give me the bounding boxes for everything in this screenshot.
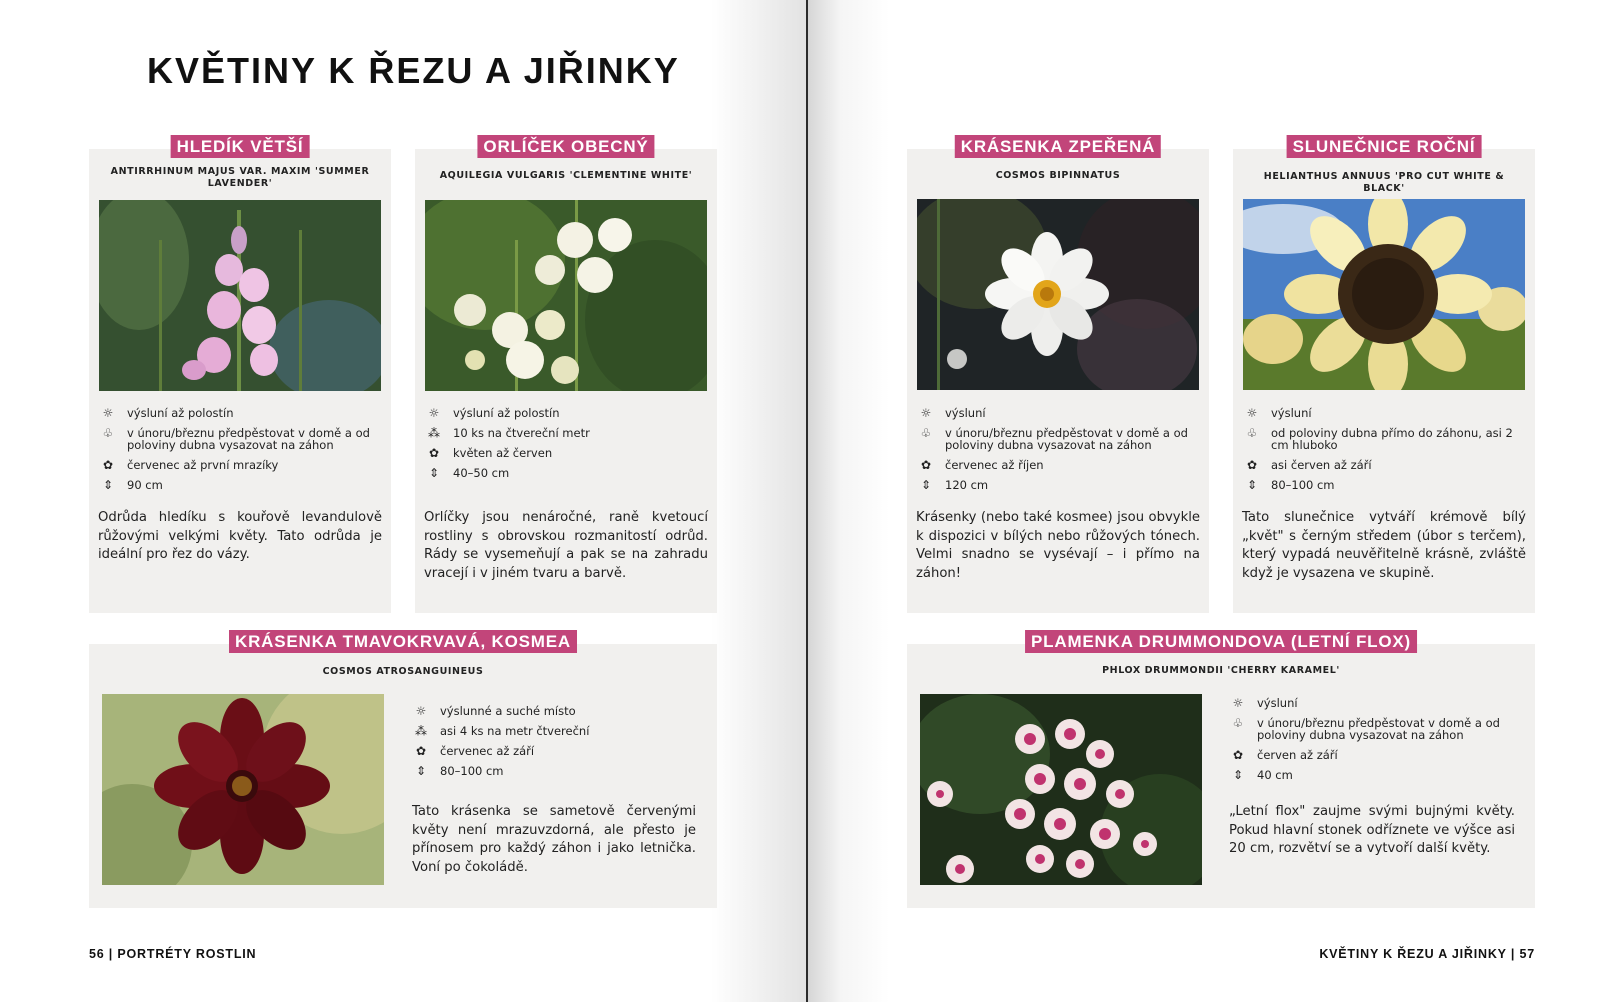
plant-description: Tato krásenka se sametově červenými květy není mrazuvzdorná, ale přesto je přínosem pro každý záhon i jako letnička. Voní po čokoládě.: [412, 804, 696, 875]
height-icon: ⇕: [102, 478, 114, 492]
left-page: [0, 0, 808, 1002]
plant-name-label: PLAMENKA DRUMMONDOVA (LETNÍ FLOX): [1025, 630, 1417, 653]
growing-info-list: [99, 407, 384, 499]
sowing-icon: ♧: [920, 426, 932, 440]
bloom-info: ✿ květen až červen: [428, 446, 553, 460]
plant-photo: [99, 200, 381, 391]
latin-name: AQUILEGIA VULGARIS 'CLEMENTINE WHITE': [439, 170, 693, 181]
spacing-info: ⁂ asi 4 ks na metr čtvereční: [415, 724, 590, 738]
plant-name-label: HLEDÍK VĚTŠÍ: [171, 135, 310, 158]
page-footer: [1319, 947, 1535, 961]
footer-separator: |: [1510, 947, 1516, 961]
plant-name-label: ORLÍČEK OBECNÝ: [477, 135, 654, 158]
plant-photo: [917, 199, 1199, 390]
plant-description: Odrůda hledíku s kouřově levandulově růžovými velkými květy. Tato odrůda je ideální pro řez do vázy.: [98, 510, 382, 563]
plant-card-orlicek: [415, 137, 717, 613]
growing-info-list: [1243, 407, 1528, 499]
sunlight-info: ☼ výsluní: [920, 406, 986, 420]
sowing-info: ♧ v únoru/březnu předpěstovat v domě a od poloviny dubna vysazovat na záhon: [102, 426, 370, 452]
sunlight-info: ☼ výsluní až polostín: [428, 406, 560, 420]
height-info: ⇕ 40–50 cm: [428, 466, 510, 480]
plant-photo: [1243, 199, 1525, 390]
flower-icon: ✿: [920, 458, 932, 472]
flower-icon: ✿: [415, 744, 427, 758]
plant-name-label: KRÁSENKA TMAVOKRVAVÁ, KOSMEA: [229, 630, 577, 653]
height-icon: ⇕: [415, 764, 427, 778]
bloom-info: ✿ červen až září: [1232, 748, 1338, 762]
flower-icon: ✿: [1246, 458, 1258, 472]
height-info: ⇕ 90 cm: [102, 478, 163, 492]
plant-name-label: KRÁSENKA ZPEŘENÁ: [955, 135, 1161, 158]
section-title: KVĚTINY K ŘEZU A JIŘINKY: [1319, 947, 1507, 961]
latin-name: PHLOX DRUMMONDII 'CHERRY KARAMEL': [1102, 665, 1340, 676]
height-icon: ⇕: [920, 478, 932, 492]
plant-card-slunecnice: [1233, 137, 1535, 613]
sowing-info: ♧ od poloviny dubna přímo do záhonu, asi 2 cm hluboko: [1246, 426, 1513, 452]
plant-photo: [102, 694, 384, 885]
spacing-info: ⁂ 10 ks na čtvereční metr: [428, 426, 590, 440]
flower-icon: ✿: [102, 458, 114, 472]
latin-name: HELIANTHUS ANNUUS 'PRO CUT WHITE & BLACK': [1263, 171, 1505, 194]
sowing-icon: ♧: [1232, 716, 1244, 730]
sun-icon: ☼: [1232, 696, 1244, 710]
spacing-icon: ⁂: [428, 426, 440, 440]
footer-separator: |: [108, 947, 114, 961]
sun-icon: ☼: [920, 406, 932, 420]
plant-photo: [920, 694, 1202, 885]
page-footer: [89, 947, 256, 961]
latin-name: ANTIRRHINUM MAJUS VAR. MAXIM 'SUMMER LAVENDER': [110, 166, 370, 189]
plant-description: Tato slunečnice vytváří krémově bílý „květ" s černým středem (úbor s terčem), který vypadá neuvěřitelně krásně, zvláště když je vysazena ve skupině.: [1242, 510, 1526, 581]
growing-info-list: [917, 407, 1202, 499]
plant-card-krasenka-zperena: [907, 137, 1209, 613]
latin-name: COSMOS BIPINNATUS: [995, 170, 1121, 181]
sun-icon: ☼: [415, 704, 427, 718]
sowing-info: ♧ v únoru/březnu předpěstovat v domě a od poloviny dubna vysazovat na záhon: [920, 426, 1188, 452]
bloom-info: ✿ červenec až první mrazíky: [102, 458, 279, 472]
height-icon: ⇕: [428, 466, 440, 480]
sunlight-info: ☼ výsluní: [1232, 696, 1298, 710]
sunlight-info: ☼ výslunné a suché místo: [415, 704, 576, 718]
plant-card-hledik: [89, 137, 391, 613]
right-page: [808, 0, 1623, 1002]
growing-info-list: [412, 705, 702, 785]
plant-card-krasenka-tmavokrvava: [89, 632, 717, 908]
sowing-icon: ♧: [102, 426, 114, 440]
height-info: ⇕ 80–100 cm: [1246, 478, 1335, 492]
plant-description: „Letní flox" zaujme svými bujnými květy. Pokud hlavní stonek odříznete ve výšce asi 20 cm, rozvětví se a vytvoří další květy.: [1229, 804, 1515, 857]
sunlight-info: ☼ výsluní až polostín: [102, 406, 234, 420]
plant-description: Krásenky (nebo také kosmee) jsou obvykle k dispozici v bílých nebo růžových tónech. Velmi snadno se vysévají – i přímo na záhon!: [916, 510, 1200, 581]
sun-icon: ☼: [102, 406, 114, 420]
sunlight-info: ☼ výsluní: [1246, 406, 1312, 420]
bloom-info: ✿ červenec až říjen: [920, 458, 1044, 472]
height-info: ⇕ 40 cm: [1232, 768, 1293, 782]
height-info: ⇕ 120 cm: [920, 478, 989, 492]
sowing-info: ♧ v únoru/březnu předpěstovat v domě a od poloviny dubna vysazovat na záhon: [1232, 716, 1500, 742]
page-number: 57: [1519, 947, 1535, 961]
page-title: KVĚTINY K ŘEZU A JIŘINKY: [147, 50, 680, 91]
sun-icon: ☼: [1246, 406, 1258, 420]
plant-card-plamenka: [907, 632, 1535, 908]
growing-info-list: [425, 407, 710, 487]
page-number: 56: [89, 947, 105, 961]
plant-name-label: SLUNEČNICE ROČNÍ: [1287, 135, 1482, 158]
sowing-icon: ♧: [1246, 426, 1258, 440]
latin-name: COSMOS ATROSANGUINEUS: [322, 666, 484, 677]
bloom-info: ✿ červenec až září: [415, 744, 535, 758]
growing-info-list: [1229, 697, 1519, 789]
section-title: PORTRÉTY ROSTLIN: [117, 947, 257, 961]
height-icon: ⇕: [1232, 768, 1244, 782]
sun-icon: ☼: [428, 406, 440, 420]
bloom-info: ✿ asi červen až září: [1246, 458, 1372, 472]
height-info: ⇕ 80–100 cm: [415, 764, 504, 778]
flower-icon: ✿: [428, 446, 440, 460]
plant-description: Orlíčky jsou nenáročné, raně kvetoucí rostliny s obrovskou rozmanitostí odrůd. Rády se vysemeňují a pak se na zahradu vracejí i v jiném tvaru a barvě.: [424, 510, 708, 581]
flower-icon: ✿: [1232, 748, 1244, 762]
height-icon: ⇕: [1246, 478, 1258, 492]
plant-photo: [425, 200, 707, 391]
spacing-icon: ⁂: [415, 724, 427, 738]
